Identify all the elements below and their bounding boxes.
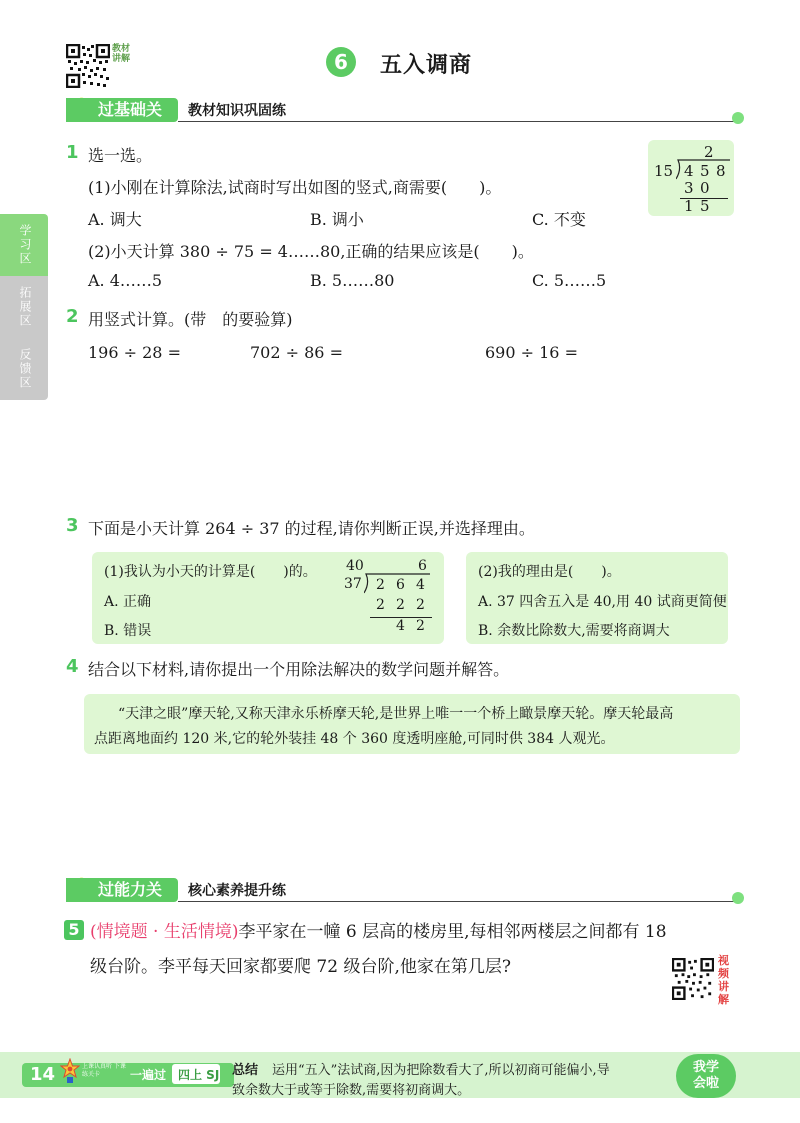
section-banner-basic	[66, 98, 736, 122]
question-5-text-2: 级台阶。李平每天回家都要爬 72 级台阶,他家在第几层?	[90, 957, 511, 977]
q3-long-division-figure	[342, 556, 442, 642]
section-tag-ability: 过能力关	[66, 878, 178, 902]
section-subtitle-basic: 教材知识巩固练	[188, 103, 286, 119]
footer-brand-small: 上课认真听 下课练关卡	[82, 1063, 126, 1078]
lesson-title: 五入调商	[380, 53, 473, 78]
remainder-digit: 5	[700, 197, 710, 215]
question-2-number: 2	[66, 306, 79, 327]
star-decoration-icon	[732, 892, 744, 904]
product-digit: 2	[416, 597, 425, 613]
mascot-icon	[60, 1058, 80, 1084]
product-digit: 0	[700, 179, 710, 197]
q3-box2-prompt: (2)我的理由是( )。	[478, 564, 621, 580]
qr-code-video[interactable]	[672, 958, 714, 1000]
page-number: 14	[30, 1064, 56, 1085]
question-1-number: 1	[66, 142, 79, 163]
q4-material-line-2: 点距离地面约 120 米,它的轮外装挂 48 个 360 度透明座舱,可同时供 384 人观光。	[94, 731, 615, 747]
dividend-digit: 5	[700, 162, 710, 180]
division-quotient: 2	[704, 143, 714, 161]
section-banner-ability	[66, 878, 736, 902]
question-5-tag: (情境题 · 生活情境)	[90, 922, 239, 942]
footer-badge	[676, 1054, 736, 1098]
q1-p2-option-a[interactable]: A. 4……5	[88, 271, 163, 290]
dividend-digit: 4	[416, 577, 425, 593]
question-1-part-2: (2)小天计算 380 ÷ 75 = 4……80,正确的结果应该是( )。	[88, 242, 534, 261]
product-digit: 2	[376, 597, 385, 613]
qr-code-video-label: 视频讲解	[718, 954, 729, 1006]
lesson-number-badge: 6	[326, 47, 356, 77]
footer-badge-text: 我学会啦	[692, 1060, 719, 1091]
question-3-number: 3	[66, 515, 79, 536]
footer-brand: 一遍过	[130, 1068, 167, 1082]
division-divisor: 37	[344, 576, 362, 592]
q1-p1-option-a[interactable]: A. 调大	[88, 210, 142, 229]
dividend-digit: 6	[396, 577, 405, 593]
dividend-digit: 2	[376, 577, 385, 593]
q3-box1-option-b[interactable]: B. 错误	[104, 623, 152, 639]
footer-summary-label: 总结	[232, 1063, 259, 1078]
q1-p2-option-b[interactable]: B. 5……80	[310, 271, 395, 290]
question-2-stem: 用竖式计算。(带 的要验算)	[88, 310, 293, 329]
qr-code-top-label: 教材讲解	[112, 44, 131, 64]
division-quotient: 6	[418, 558, 427, 574]
q3-box2-option-a[interactable]: A. 37 四舍五入是 40,用 40 试商更简便	[478, 594, 727, 610]
side-tab-feedback[interactable]: 反馈区	[0, 338, 48, 400]
section-subtitle-ability: 核心素养提升练	[188, 883, 286, 899]
question-1-part-1: (1)小刚在计算除法,试商时写出如图的竖式,商需要( )。	[88, 178, 502, 197]
q3-box-1	[92, 552, 444, 644]
division-divisor: 15	[654, 162, 674, 180]
star-decoration-icon	[732, 112, 744, 124]
question-3-stem: 下面是小天计算 264 ÷ 37 的过程,请你判断正误,并选择理由。	[88, 519, 535, 538]
footer-grade: 四上 SJ	[178, 1068, 220, 1082]
q1-p1-option-c[interactable]: C. 不变	[532, 210, 586, 229]
section-divider	[178, 901, 736, 902]
question-5-number: 5	[64, 920, 84, 940]
question-4-number: 4	[66, 656, 79, 677]
side-tab-learn[interactable]: 学习区	[0, 214, 48, 276]
q3-box1-prompt: (1)我认为小天的计算是( )的。	[104, 564, 317, 580]
qr-code-top	[66, 44, 110, 88]
trial-quotient-mark: 40	[346, 558, 364, 574]
q3-box1-option-a[interactable]: A. 正确	[104, 594, 152, 610]
q1-long-division-figure	[648, 140, 734, 216]
dividend-digit: 8	[716, 162, 726, 180]
product-digit: 2	[396, 597, 405, 613]
remainder-digit: 2	[416, 618, 425, 634]
q2-answer-area[interactable]	[88, 372, 728, 510]
question-5-text-1: 李平家在一幢 6 层高的楼房里,每相邻两楼层之间都有 18	[238, 922, 667, 942]
side-tab-expand[interactable]: 拓展区	[0, 276, 48, 338]
dividend-digit: 4	[684, 162, 694, 180]
footer-summary-line-1: 运用“五入”法试商,因为把除数看大了,所以初商可能偏小,导	[272, 1063, 610, 1078]
remainder-digit: 1	[684, 197, 694, 215]
q3-box2-option-b[interactable]: B. 余数比除数大,需要将商调大	[478, 623, 670, 639]
q3-box-2	[466, 552, 728, 644]
product-digit: 3	[684, 179, 694, 197]
question-5-line-1	[90, 917, 667, 942]
q4-material-line-1: “天津之眼”摩天轮,又称天津永乐桥摩天轮,是世界上唯一一个桥上瞰景摩天轮。摩天轮最高	[118, 706, 674, 722]
footer-summary-line-2: 致余数大于或等于除数,需要将初商调大。	[232, 1083, 471, 1098]
q2-problem-3: 690 ÷ 16 =	[485, 343, 578, 362]
q1-p2-option-c[interactable]: C. 5……5	[532, 271, 607, 290]
section-tag-basic: 过基础关	[66, 98, 178, 122]
question-4-stem: 结合以下材料,请你提出一个用除法解决的数学问题并解答。	[88, 660, 510, 679]
q1-p1-option-b[interactable]: B. 调小	[310, 210, 364, 229]
remainder-digit: 4	[396, 618, 405, 634]
question-1-stem: 选一选。	[88, 146, 153, 165]
q2-problem-1: 196 ÷ 28 =	[88, 343, 181, 362]
q4-material-box	[84, 694, 740, 754]
q2-problem-2: 702 ÷ 86 =	[250, 343, 343, 362]
section-divider	[178, 121, 736, 122]
q4-answer-area[interactable]	[88, 760, 728, 870]
